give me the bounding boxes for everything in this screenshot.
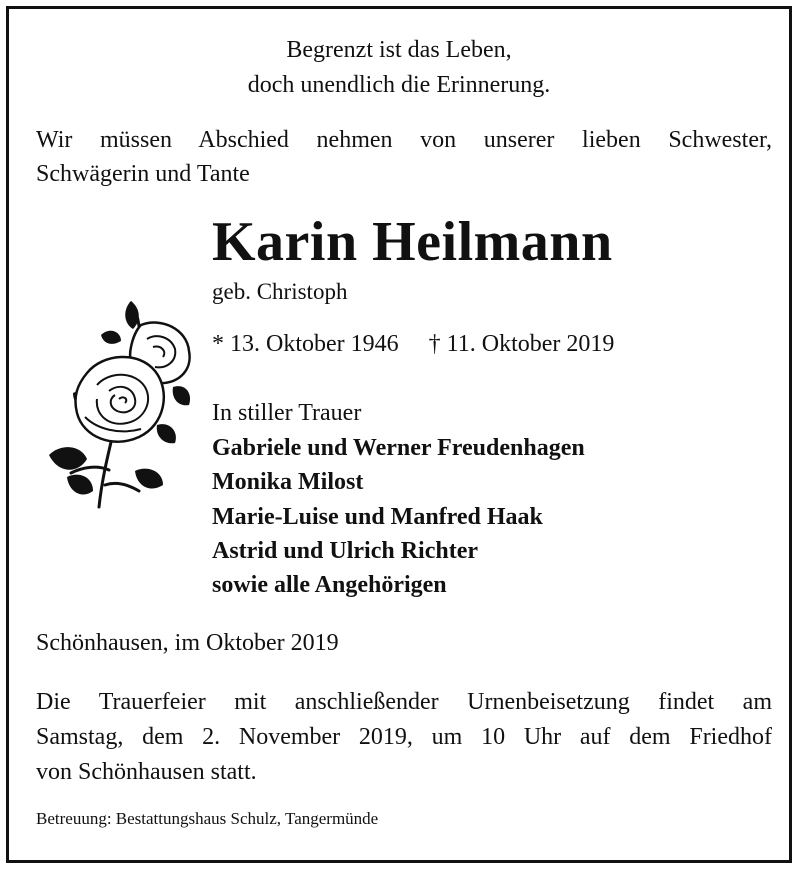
funeral-line-3: von Schönhausen statt.	[36, 759, 257, 785]
intro-line-1: Wir müssen Abschied nehmen von unserer lieben Schwester,	[36, 127, 772, 153]
funeral-line-2: Samstag, dem 2. November 2019, um 10 Uhr auf dem Friedhof	[36, 724, 772, 750]
mourner-name: Astrid und Ulrich Richter	[212, 538, 478, 564]
deceased-name: Karin Heilmann	[212, 211, 613, 273]
motto-line-1: Begrenzt ist das Leben,	[286, 37, 512, 63]
mourners-heading: In stiller Trauer	[212, 400, 362, 426]
rose-icon	[39, 295, 199, 515]
motto-line-2: doch unendlich die Erinnerung.	[247, 72, 551, 98]
mourner-name: sowie alle Angehörigen	[212, 572, 447, 598]
place-date: Schönhausen, im Oktober 2019	[36, 630, 339, 656]
mourner-name: Gabriele und Werner Freudenhagen	[212, 435, 585, 461]
obituary-notice	[6, 6, 792, 863]
death-date: † 11. Oktober 2019	[428, 331, 615, 357]
birth-date: * 13. Oktober 1946	[212, 331, 399, 357]
mourner-name: Marie-Luise und Manfred Haak	[212, 504, 543, 530]
care-credit: Betreuung: Bestattungshaus Schulz, Tangermünde	[36, 809, 379, 828]
maiden-name: geb. Christoph	[212, 279, 348, 304]
funeral-line-1: Die Trauerfeier mit anschließender Urnenbeisetzung findet am	[36, 689, 772, 715]
intro-line-2: Schwägerin und Tante	[36, 161, 250, 187]
life-dates	[212, 328, 614, 361]
mourner-name: Monika Milost	[212, 469, 364, 495]
